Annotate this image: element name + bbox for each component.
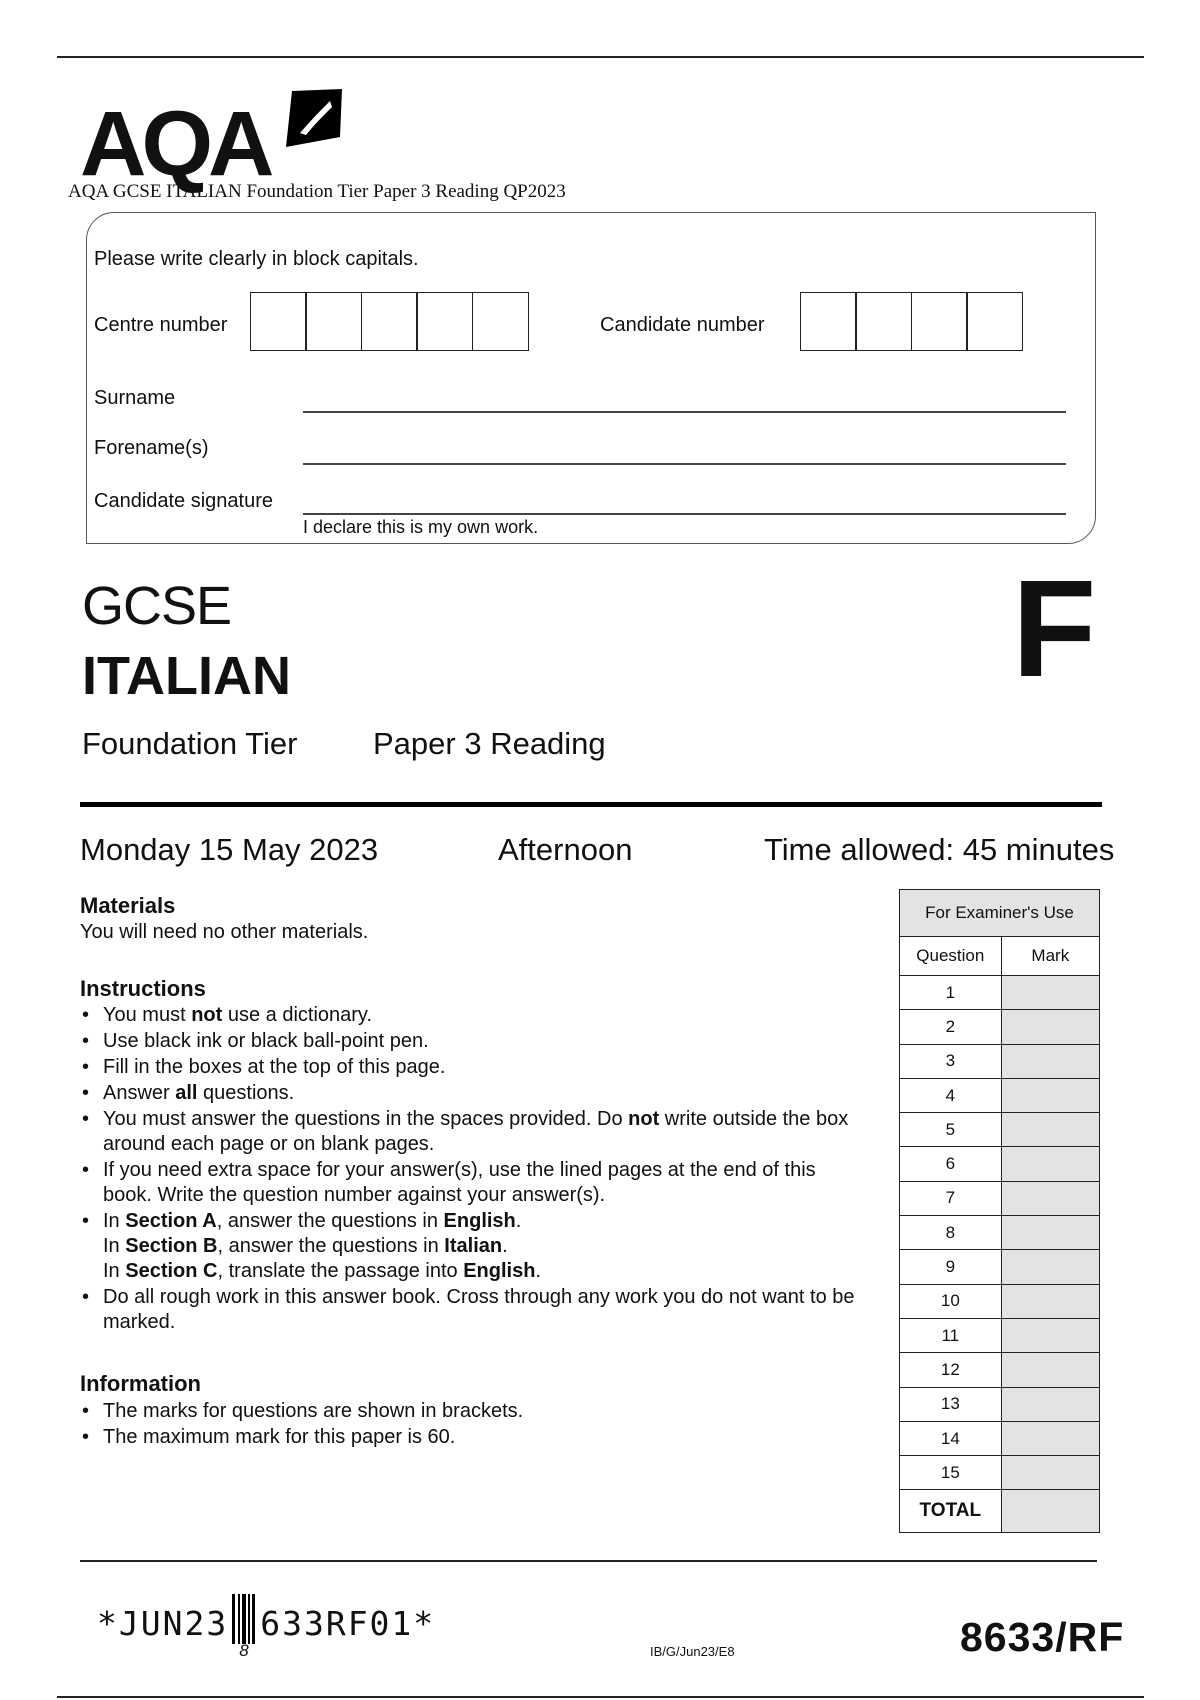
list-item: • If you need extra space for your answer(s), use the lined pages at the end of this book. Write the question number against your answer(s).: [80, 1158, 870, 1208]
list-item: [80, 1209, 870, 1284]
table-row: [900, 1147, 1100, 1181]
table-row: [900, 1181, 1100, 1215]
question-number-cell: 6: [900, 1147, 1002, 1181]
examiners-use-table: [899, 889, 1100, 1533]
forenames-field[interactable]: [303, 463, 1066, 465]
barcode-right-text: 633RF01*: [260, 1604, 436, 1643]
table-row: [900, 1010, 1100, 1044]
question-number-cell: 8: [900, 1216, 1002, 1250]
candidate-number-boxes: [801, 292, 1023, 351]
qualification-title: GCSE: [82, 576, 232, 636]
declaration-text: I declare this is my own work.: [303, 517, 539, 537]
aqa-logo-mark-icon: [286, 89, 342, 147]
centre-digit-box[interactable]: [305, 292, 362, 351]
mark-cell[interactable]: [1001, 1456, 1099, 1490]
list-item: • Do all rough work in this answer book. Cross through any work you do not want to be marked.: [80, 1285, 870, 1335]
centre-digit-box[interactable]: [416, 292, 473, 351]
mark-cell[interactable]: [1001, 1250, 1099, 1284]
barcode-left-text: *JUN23: [97, 1604, 229, 1643]
tier-letter: F: [1012, 552, 1097, 706]
surname-label: Surname: [94, 387, 176, 409]
instructions-list: [80, 1003, 870, 1336]
total-mark-cell[interactable]: [1001, 1490, 1099, 1533]
aqa-logo: AQA: [80, 93, 270, 195]
question-number-cell: 5: [900, 1113, 1002, 1147]
mark-cell[interactable]: [1001, 1010, 1099, 1044]
barcode-label: [97, 1604, 436, 1660]
list-item: • The maximum mark for this paper is 60.: [80, 1425, 870, 1450]
table-row: [900, 1044, 1100, 1078]
signature-field[interactable]: [303, 513, 1066, 515]
question-number-cell: 10: [900, 1284, 1002, 1318]
candidate-digit-box[interactable]: [911, 292, 968, 351]
section-c-line: In Section C, translate the passage into English.: [103, 1260, 542, 1282]
mark-cell[interactable]: [1001, 1387, 1099, 1421]
question-number-cell: 7: [900, 1181, 1002, 1215]
top-rule: [57, 56, 1144, 58]
title-divider: [80, 802, 1102, 807]
mark-cell[interactable]: [1001, 976, 1099, 1010]
barcode-icon: [232, 1594, 258, 1660]
list-item: • Use black ink or black ball-point pen.: [80, 1029, 870, 1054]
barcode-digit: 8: [239, 1641, 249, 1660]
mark-cell[interactable]: [1001, 1181, 1099, 1215]
candidate-digit-box[interactable]: [800, 292, 857, 351]
list-item: • Answer all questions.: [80, 1081, 870, 1106]
candidate-number-label: Candidate number: [600, 314, 765, 336]
mark-cell[interactable]: [1001, 1113, 1099, 1147]
examiners-use-title: For Examiner's Use: [900, 890, 1100, 937]
time-allowed: Time allowed: 45 minutes: [764, 832, 1115, 867]
question-number-cell: 4: [900, 1078, 1002, 1112]
table-row: [900, 1318, 1100, 1352]
block-capitals-instruction: Please write clearly in block capitals.: [94, 248, 419, 270]
total-row: [900, 1490, 1100, 1533]
centre-number-boxes: [251, 292, 529, 351]
table-row: [900, 1216, 1100, 1250]
table-row: [900, 1387, 1100, 1421]
mark-cell[interactable]: [1001, 1353, 1099, 1387]
list-item: • You must answer the questions in the spaces provided. Do not write outside the box around each page or on blank pages.: [80, 1107, 870, 1157]
signature-label: Candidate signature: [94, 490, 274, 512]
question-number-cell: 12: [900, 1353, 1002, 1387]
candidate-digit-box[interactable]: [855, 292, 912, 351]
exam-date: Monday 15 May 2023: [80, 832, 379, 867]
ib-code: IB/G/Jun23/E8: [650, 1644, 735, 1659]
candidate-digit-box[interactable]: [966, 292, 1023, 351]
information-heading: Information: [80, 1371, 201, 1396]
materials-text: You will need no other materials.: [80, 921, 369, 943]
table-row: [900, 1353, 1100, 1387]
list-item: • The marks for questions are shown in brackets.: [80, 1399, 870, 1424]
bottom-rule: [57, 1696, 1144, 1698]
paper-code: 8633/RF: [960, 1614, 1125, 1660]
table-row: [900, 1078, 1100, 1112]
mark-cell[interactable]: [1001, 1318, 1099, 1352]
table-row: [900, 1284, 1100, 1318]
list-item: • Fill in the boxes at the top of this page.: [80, 1055, 870, 1080]
table-row: [900, 1421, 1100, 1455]
materials-heading: Materials: [80, 893, 176, 918]
exam-session: Afternoon: [498, 832, 633, 867]
mark-cell[interactable]: [1001, 1147, 1099, 1181]
centre-number-label: Centre number: [94, 314, 228, 336]
question-number-cell: 2: [900, 1010, 1002, 1044]
total-label: TOTAL: [900, 1490, 1002, 1533]
table-row: [900, 976, 1100, 1010]
question-number-cell: 11: [900, 1318, 1002, 1352]
mark-cell[interactable]: [1001, 1284, 1099, 1318]
table-row: [900, 1113, 1100, 1147]
centre-digit-box[interactable]: [472, 292, 529, 351]
forenames-label: Forename(s): [94, 437, 209, 459]
paper-label: Paper 3 Reading: [373, 726, 606, 761]
question-number-cell: 13: [900, 1387, 1002, 1421]
tier-label: Foundation Tier: [82, 726, 298, 761]
footer-rule: [80, 1560, 1097, 1562]
subject-title: ITALIAN: [82, 646, 291, 706]
table-row: [900, 1250, 1100, 1284]
table-row: [900, 1456, 1100, 1490]
question-number-cell: 14: [900, 1421, 1002, 1455]
mark-cell[interactable]: [1001, 1216, 1099, 1250]
mark-cell[interactable]: [1001, 1078, 1099, 1112]
section-b-line: In Section B, answer the questions in Italian.: [103, 1235, 508, 1257]
section-a-line: • In Section A, answer the questions in English.: [103, 1210, 522, 1232]
centre-digit-box[interactable]: [361, 292, 418, 351]
question-number-cell: 1: [900, 976, 1002, 1010]
mark-column-header: Mark: [1001, 937, 1099, 976]
question-number-cell: 15: [900, 1456, 1002, 1490]
information-list: [80, 1399, 870, 1451]
question-number-cell: 9: [900, 1250, 1002, 1284]
question-column-header: Question: [900, 937, 1002, 976]
list-item: • You must not use a dictionary.: [80, 1003, 870, 1028]
instructions-heading: Instructions: [80, 976, 206, 1001]
question-number-cell: 3: [900, 1044, 1002, 1078]
document-caption: AQA GCSE ITALIAN Foundation Tier Paper 3 Reading QP2023: [68, 181, 566, 202]
centre-digit-box[interactable]: [250, 292, 307, 351]
mark-cell[interactable]: [1001, 1044, 1099, 1078]
mark-cell[interactable]: [1001, 1421, 1099, 1455]
surname-field[interactable]: [303, 411, 1066, 413]
